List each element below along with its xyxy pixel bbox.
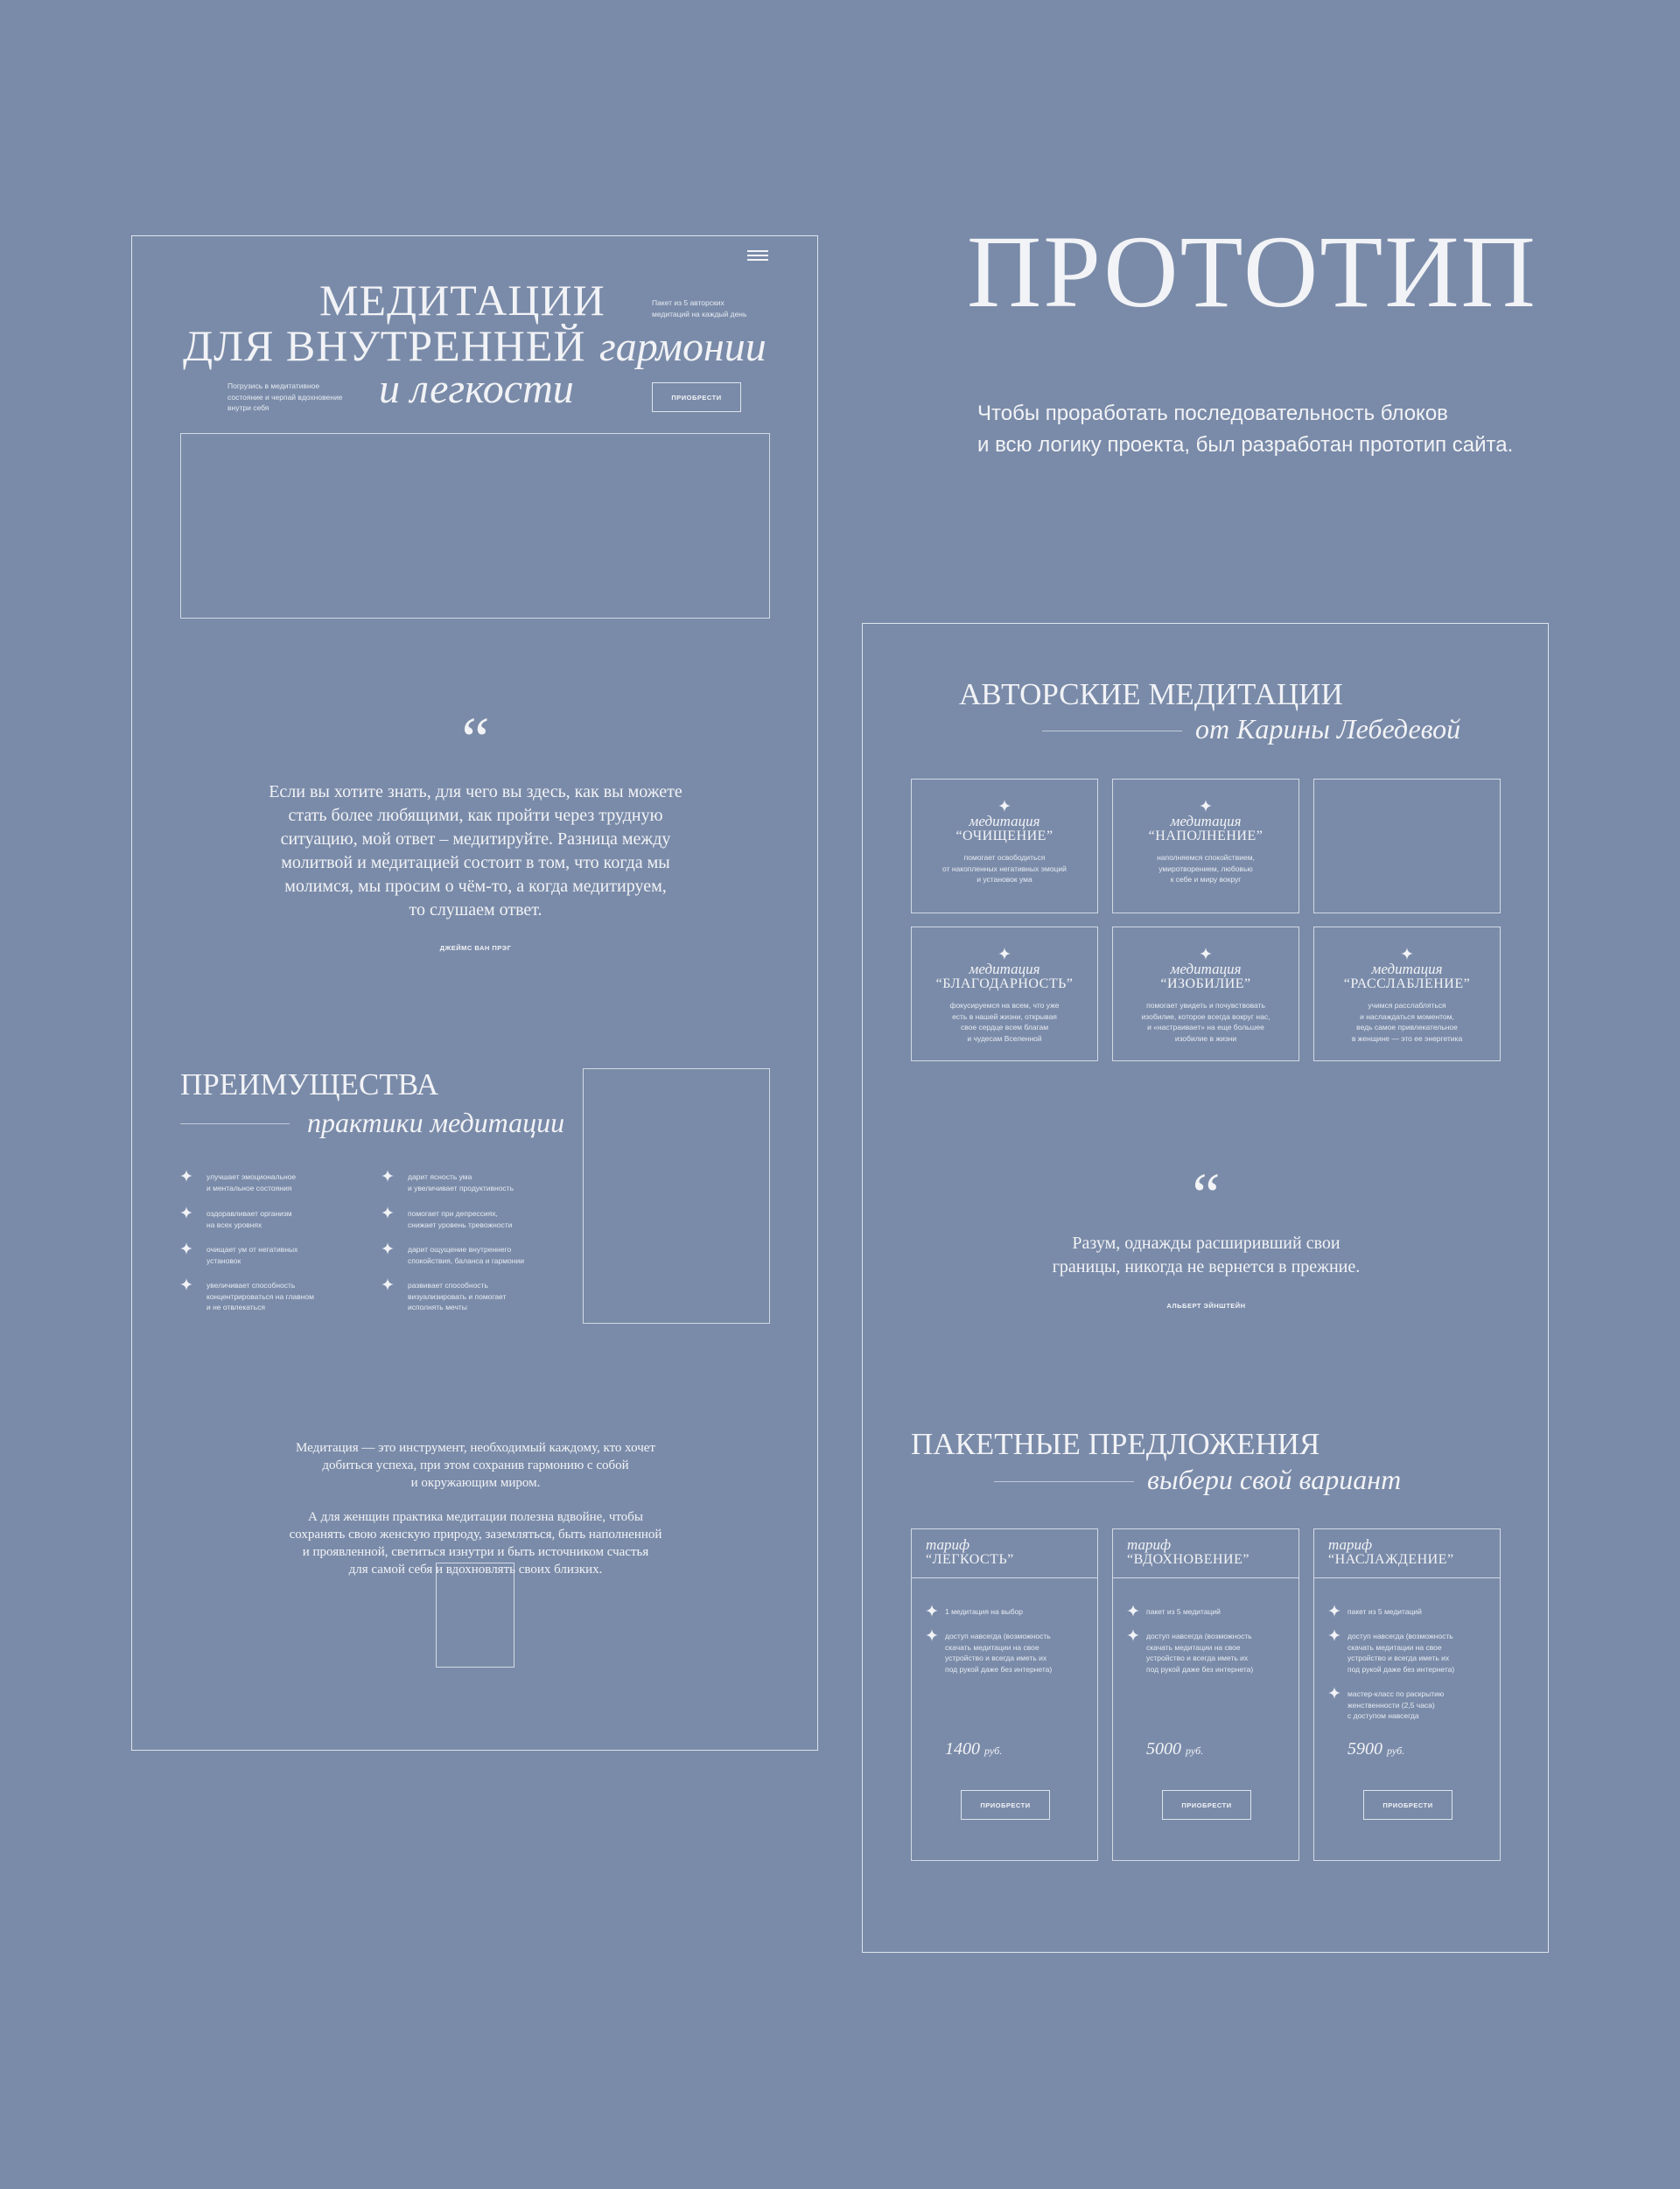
tariff-price <box>945 1739 1002 1759</box>
sparkle-icon <box>180 1242 192 1255</box>
tariff-header <box>1113 1529 1298 1578</box>
hero-side-note: Пакет из 5 авторских медитаций на каждый день <box>652 298 747 318</box>
card-name: “БЛАГОДАРНОСТЬ” <box>935 976 1074 991</box>
price-value: 1400 <box>945 1739 980 1759</box>
sparkle-icon <box>926 1605 938 1617</box>
authors-title: АВТОРСКИЕ МЕДИТАЦИИ <box>959 677 1343 711</box>
benefit-item: дарит ощущение внутреннего спокойствия, баланса и гармонии <box>408 1245 524 1265</box>
sparkle-icon <box>180 1206 192 1219</box>
quote-mark-icon: “ <box>1192 1160 1221 1230</box>
card-name: “ИЗОБИЛИЕ” <box>1160 976 1251 991</box>
tariff-kind: тариф <box>1127 1536 1172 1553</box>
authors-subtitle: от Карины Лебедевой <box>1195 713 1461 745</box>
right-prototype-frame <box>862 623 1549 1953</box>
about-image-placeholder <box>436 1563 514 1668</box>
sparkle-icon <box>998 948 1011 960</box>
tariff-card <box>1112 1528 1299 1861</box>
benefit-item: развивает способность визуализировать и помогает исполнять мечты <box>408 1281 507 1311</box>
tariff-kind: тариф <box>926 1536 970 1553</box>
packages-divider <box>994 1481 1134 1482</box>
tariff-header <box>1314 1529 1500 1578</box>
card-description: помогает освободиться от накопленных негативных эмоций и установок ума <box>942 853 1067 884</box>
tariff-feature: пакет из 5 медитаций <box>1348 1607 1422 1616</box>
about-paragraph-1: Медитация — это инструмент, необходимый каждому, кто хочет добиться успеха, при этом сохранив гармонию с собой и окружающим миром. <box>296 1441 655 1490</box>
sparkle-icon <box>1328 1629 1340 1641</box>
prototype-description-line-1: Чтобы проработать последовательность блоков <box>977 402 1448 425</box>
benefit-item: очищает ум от негативных установок <box>206 1245 298 1265</box>
tariff-kind: тариф <box>1328 1536 1373 1553</box>
hero-title-line-2: ДЛЯ ВНУТРЕННЕЙ <box>183 321 586 370</box>
tariff-buy-button[interactable]: ПРИОБРЕСТИ <box>961 1790 1050 1820</box>
tariff-buy-button[interactable]: ПРИОБРЕСТИ <box>1363 1790 1452 1820</box>
menu-icon[interactable] <box>747 250 768 262</box>
sparkle-icon <box>180 1170 192 1182</box>
tariff-feature: доступ навсегда (возможность скачать медитации на свое устройство и всегда иметь их под рукой даже без интернета) <box>1348 1632 1455 1674</box>
tariff-feature: 1 медитация на выбор <box>945 1607 1024 1616</box>
card-kind: медитация <box>1371 961 1443 977</box>
meditation-card[interactable] <box>911 927 1098 1061</box>
meditation-card[interactable] <box>1112 927 1299 1061</box>
card-kind: медитация <box>1170 813 1242 829</box>
sparkle-icon <box>1200 948 1212 960</box>
benefits-image-placeholder <box>583 1068 770 1324</box>
about-paragraph-2: А для женщин практика медитации полезна вдвойне, чтобы сохранять свою женскую природу, заземляться, быть наполненной и проявленной, светиться изнутри и быть источником счастья для самой себя и вдохновлять своих близких. <box>289 1510 662 1577</box>
tariff-feature: доступ навсегда (возможность скачать медитации на свое устройство и всегда иметь их под рукой даже без интернета) <box>945 1632 1053 1674</box>
tariff-card <box>1313 1528 1501 1861</box>
card-name: “НАПОЛНЕНИЕ” <box>1148 829 1264 843</box>
hero-title-line-1: МЕДИТАЦИИ <box>319 276 606 325</box>
sparkle-icon <box>382 1206 394 1219</box>
tariff-name: “ЛЕГКОСТЬ” <box>926 1552 1014 1567</box>
packages-title: ПАКЕТНЫЕ ПРЕДЛОЖЕНИЯ <box>911 1427 1320 1461</box>
card-description: помогает увидеть и почувствовать изобилие, которое всегда вокруг нас, и «настраивает» на еще большее изобилие в жизни <box>1141 1001 1270 1043</box>
quote-mark-icon: “ <box>461 704 490 774</box>
sparkle-icon <box>180 1278 192 1290</box>
tariff-card <box>911 1528 1098 1861</box>
quote-author: АЛЬБЕРТ ЭЙНШТЕЙН <box>1166 1302 1246 1310</box>
price-value: 5000 <box>1146 1739 1181 1759</box>
quote-text: Разум, однажды расширивший свои границы, никогда не вернется в прежние. <box>1052 1234 1361 1276</box>
quote-text: Если вы хотите знать, для чего вы здесь, как вы можете стать более любящими, как пройти через трудную ситуацию, мой ответ – медитируйте. Разница между молитвой и медитацией состоит в том, что когда мы молимся, мы просим о чём-то, а когда медитируем, то слушаем ответ. <box>269 782 682 920</box>
hero-sub-note: Погрузись в медитативное состояние и черпай вдохновение внутри себя <box>228 381 343 412</box>
benefit-item: увеличивает способность концентрироваться на главном и не отвлекаться <box>206 1281 314 1311</box>
sparkle-icon <box>1328 1687 1340 1699</box>
meditation-card[interactable] <box>1313 927 1501 1061</box>
card-name: “ОЧИЩЕНИЕ” <box>956 829 1054 843</box>
benefit-item: дарит ясность ума и увеличивает продуктивность <box>408 1172 514 1192</box>
sparkle-icon <box>382 1170 394 1182</box>
sparkle-icon <box>1127 1629 1139 1641</box>
tariff-name: “НАСЛАЖДЕНИЕ” <box>1328 1552 1454 1567</box>
price-currency: руб. <box>1186 1745 1204 1757</box>
sparkle-icon <box>1127 1605 1139 1617</box>
sparkle-icon <box>1401 948 1413 960</box>
sparkle-icon <box>926 1629 938 1641</box>
prototype-title: ПРОТОТИП <box>967 214 1537 329</box>
tariff-header <box>912 1529 1097 1578</box>
tariff-feature: пакет из 5 медитаций <box>1146 1607 1221 1616</box>
price-currency: руб. <box>984 1745 1003 1757</box>
sparkle-icon <box>382 1242 394 1255</box>
price-value: 5900 <box>1348 1739 1382 1759</box>
hero-title-italic-1: гармонии <box>599 324 766 370</box>
sparkle-icon <box>1200 800 1212 812</box>
card-kind: медитация <box>969 961 1040 977</box>
card-description: фокусируемся на всем, что уже есть в нашей жизни, открывая свое сердце всем благам и чудесам Вселенной <box>949 1001 1060 1043</box>
card-description: учимся расслабляться и наслаждаться моментом, ведь самое привлекательное в женщине — это ее энергетика <box>1351 1001 1463 1043</box>
card-kind: медитация <box>1170 961 1242 977</box>
prototype-description-line-2: и всю логику проекта, был разработан прототип сайта. <box>977 433 1514 457</box>
left-prototype-frame <box>131 235 818 1751</box>
tariff-feature: мастер-класс по раскрытию женственности (2,5 часа) с доступом навсегда <box>1348 1689 1445 1720</box>
quote-author: ДЖЕЙМС ВАН ПРЭГ <box>439 944 512 952</box>
sparkle-icon <box>382 1278 394 1290</box>
tariff-buy-button[interactable]: ПРИОБРЕСТИ <box>1162 1790 1251 1820</box>
benefits-divider <box>180 1123 290 1124</box>
card-description: наполняемся спокойствием, умиротворением, любовью к себе и миру вокруг <box>1157 853 1255 884</box>
card-kind: медитация <box>969 813 1040 829</box>
hero-title-italic-2: и легкости <box>379 366 574 412</box>
sparkle-icon <box>998 800 1011 812</box>
benefits-title: ПРЕИМУЩЕСТВА <box>180 1067 439 1101</box>
packages-subtitle: выбери свой вариант <box>1147 1464 1402 1495</box>
price-currency: руб. <box>1387 1745 1405 1757</box>
tariff-feature: доступ навсегда (возможность скачать медитации на свое устройство и всегда иметь их под рукой даже без интернета) <box>1146 1632 1254 1674</box>
empty-card-placeholder <box>1313 779 1501 913</box>
benefit-item: улучшает эмоциональное и ментальное состояния <box>206 1172 297 1192</box>
tariff-price <box>1146 1739 1203 1759</box>
meditation-card[interactable] <box>911 779 1098 913</box>
benefit-item: оздоравливает организм на всех уровнях <box>206 1209 292 1229</box>
hero-buy-button[interactable]: ПРИОБРЕСТИ <box>652 382 741 412</box>
benefits-subtitle: практики медитации <box>307 1107 565 1138</box>
sparkle-icon <box>1328 1605 1340 1617</box>
card-name: “РАССЛАБЛЕНИЕ” <box>1343 976 1471 991</box>
benefit-item: помогает при депрессиях, снижает уровень тревожности <box>408 1209 513 1229</box>
tariff-name: “ВДОХНОВЕНИЕ” <box>1127 1552 1250 1567</box>
tariff-price <box>1348 1739 1404 1759</box>
hero-image-placeholder <box>180 433 770 619</box>
meditation-card[interactable] <box>1112 779 1299 913</box>
